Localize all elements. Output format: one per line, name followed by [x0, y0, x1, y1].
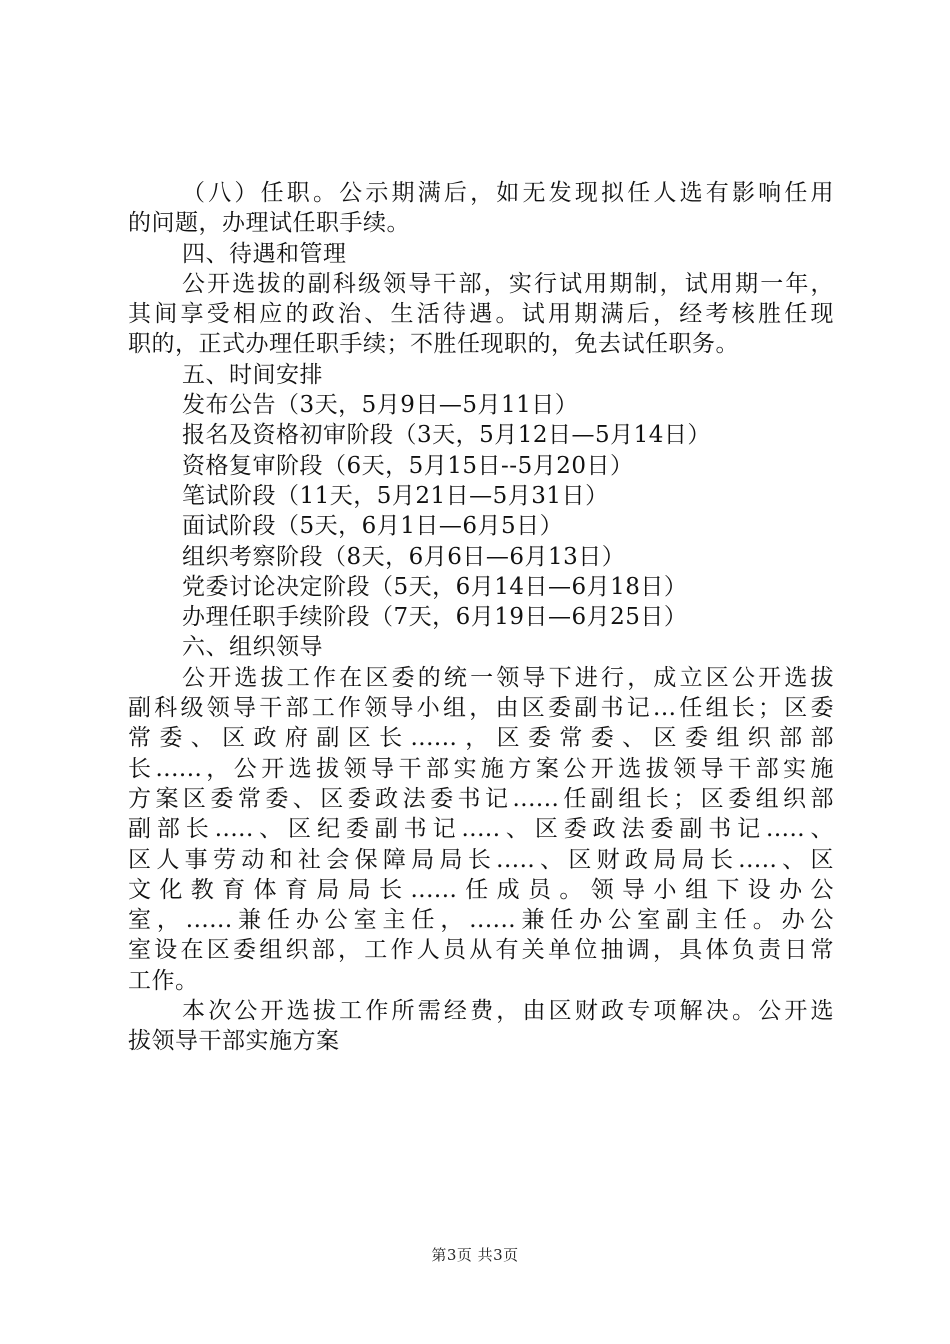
- document-line: 常委、区政府副区长......，区委常委、区委组织部部: [128, 725, 834, 752]
- document-line: 组织考察阶段（8天，6月6日—6月13日）: [182, 543, 626, 570]
- document-line: 党委讨论决定阶段（5天，6月14日—6月18日）: [182, 573, 688, 600]
- page-footer: 第3页 共3页: [431, 1246, 519, 1264]
- document-line: 工作。: [128, 967, 199, 994]
- document-line: 公开选拔的副科级领导干部，实行试用期制，试用期一年，: [182, 270, 834, 297]
- document-line: 副部长.....、区纪委副书记.....、区委政法委副书记.....、: [128, 816, 834, 843]
- document-line: 副科级领导干部工作领导小组，由区委副书记...任组长；区委: [128, 695, 834, 722]
- document-line: 的问题，办理试任职手续。: [128, 210, 410, 237]
- document-line: 公开选拔工作在区委的统一领导下进行，成立区公开选拔: [182, 664, 834, 691]
- document-line: 长......，公开选拔领导干部实施方案公开选拔领导干部实施: [128, 755, 834, 782]
- document-line: （八）任职。公示期满后，如无发现拟任人选有影响任用: [182, 180, 834, 206]
- document-line: 四、待遇和管理: [182, 240, 347, 267]
- document-line: 室设在区委组织部，工作人员从有关单位抽调，具体负责日常: [128, 937, 834, 964]
- document-line: 其间享受相应的政治、生活待遇。试用期满后，经考核胜任现: [128, 301, 834, 328]
- document-line: 面试阶段（5天，6月1日—6月5日）: [182, 513, 564, 540]
- document-line: 六、组织领导: [182, 634, 323, 661]
- document-line: 报名及资格初审阶段（3天，5月12日—5月14日）: [182, 422, 711, 449]
- document-line: 区人事劳动和社会保障局局长.....、区财政局局长.....、区: [128, 846, 834, 873]
- document-line: 本次公开选拔工作所需经费，由区财政专项解决。公开选: [182, 998, 834, 1025]
- document-line: 办理任职手续阶段（7天，6月19日—6月25日）: [182, 604, 688, 631]
- document-line: 职的，正式办理任职手续；不胜任现职的，免去试任职务。: [128, 331, 739, 358]
- document-line: 发布公告（3天，5月9日—5月11日）: [182, 392, 579, 419]
- document-line: 笔试阶段（11天，5月21日—5月31日）: [182, 482, 609, 509]
- document-line: 五、时间安排: [182, 361, 323, 388]
- document-line: 文化教育体育局局长......任成员。领导小组下设办公: [128, 876, 834, 903]
- document-line: 资格复审阶段（6天，5月15日--5月20日）: [182, 452, 634, 479]
- document-body: [128, 178, 834, 1057]
- document-line: 方案区委常委、区委政法委书记......任副组长；区委组织部: [128, 785, 834, 812]
- document-line: 拔领导干部实施方案: [128, 1028, 340, 1055]
- document-line: 室，......兼任办公室主任，......兼任办公室副主任。办公: [128, 907, 834, 934]
